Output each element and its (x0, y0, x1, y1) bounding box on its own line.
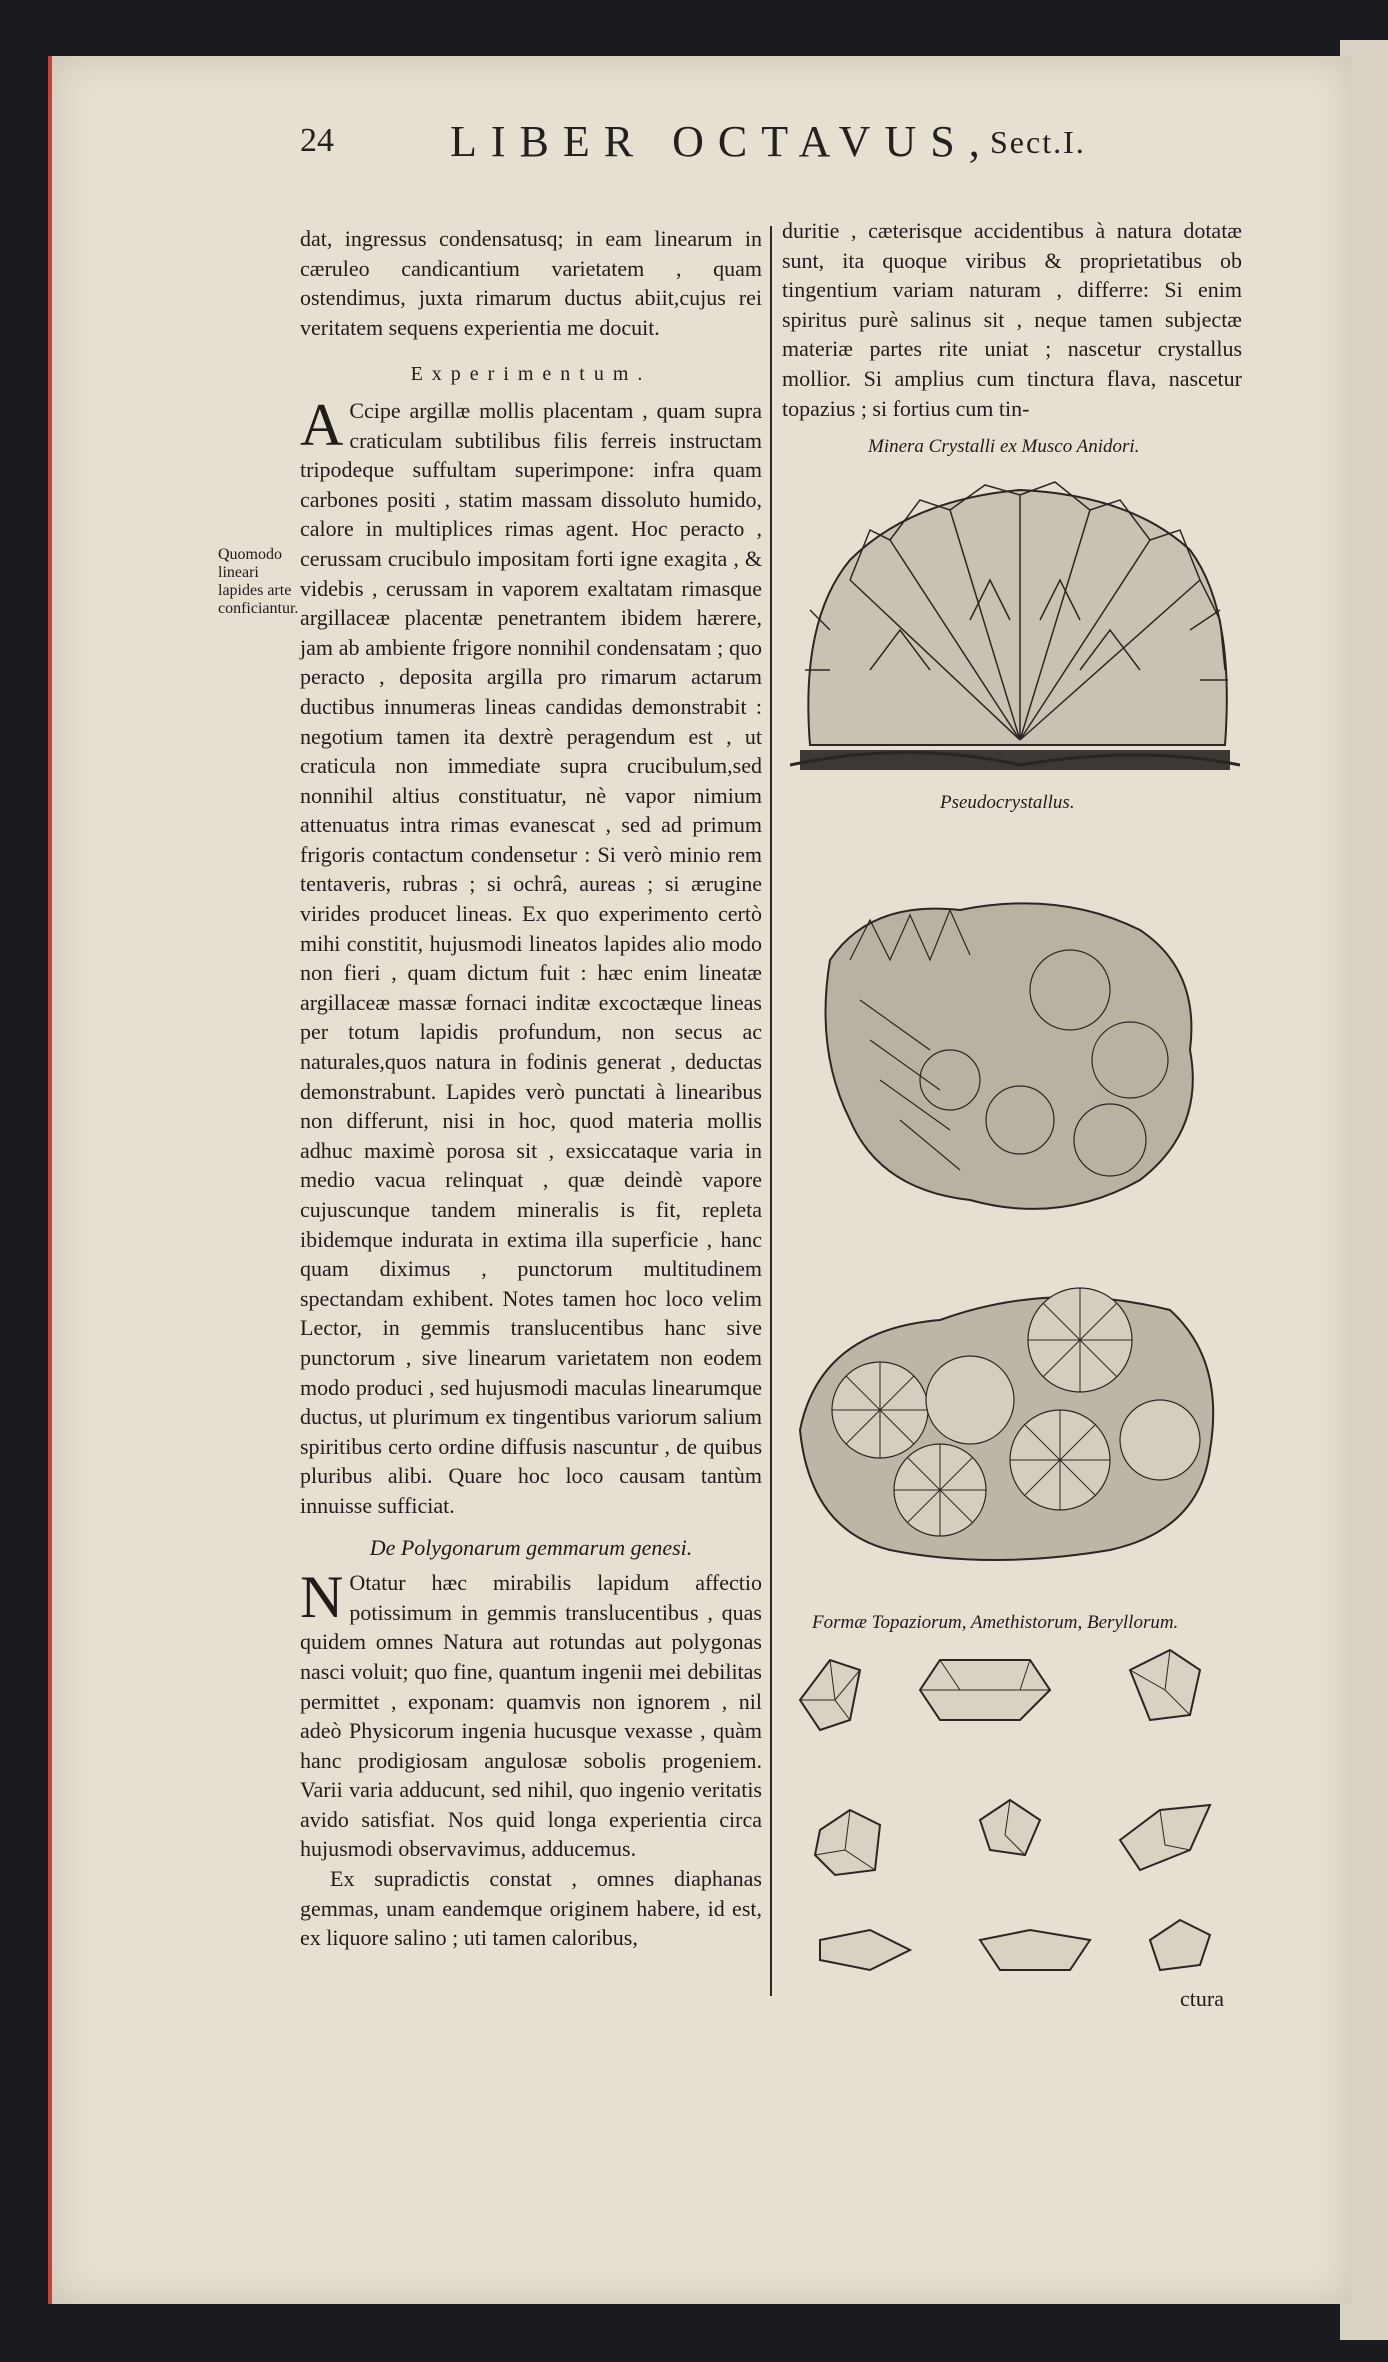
caption-pseudocrystallus: Pseudocrystallus. (940, 792, 1075, 813)
paragraph-1: dat, ingressus condensatusq; in eam linearum in cæruleo candicantium varietatem , quam ostendimus, juxta rimarum ductus abiit,cujus rei veritatem sequens experientia me docuit. (300, 226, 762, 340)
dropcap-a: A (300, 391, 344, 458)
heading-experimentum: Experimentum. (410, 363, 652, 386)
right-column-text: duritie , cæterisque accidentibus à natura dotatæ sunt, ita quoque viribus & proprietatibus ob tingentium variam naturam , differre: Si enim spiritus purè salinus sit , neque tamen subjectæ materiæ partes rite uniat ; nascetur crystallus mollior. Si amplius cum tinctura flava, nascetur topazius ; si fortius cum tin- (782, 218, 1242, 421)
paragraph-3 (300, 1564, 762, 1864)
paragraph-2 (300, 391, 762, 1521)
paragraph-4: Ex supradictis constat , omnes diaphanas gemmas, unam eandemque originem habere, id est, ex liquore salino ; uti tamen caloribus, (300, 1866, 762, 1951)
flower-crystal-cluster-figure (790, 1270, 1230, 1570)
crystal-cluster-figure (790, 470, 1240, 780)
left-column (300, 224, 762, 1953)
dropcap-n: N (300, 1564, 344, 1631)
pseudocrystal-mass-figure (810, 880, 1210, 1230)
running-title: LIBER OCTAVUS, (450, 117, 994, 166)
heading-polygonarum: De Polygonarum gemmarum genesi. (369, 1534, 693, 1560)
catchword: ctura (1180, 1986, 1224, 2011)
paragraph-3-text: Otatur hæc mirabilis lapidum affectio potissimum in gemmis translucentibus , quas quidem omnes Natura aut rotundas aut polygonas nasci voluit; quo fine, quantum ingenii mei debilitas permittet , exponam: quamvis non ignorem , nil adeò Physicorum ingenia hucusque vexasse , quàm hanc prodigiosam angulosæ sobolis progeniem. Varii varia adducunt, sed nihil, quo ingenio veritatis avido satisfiat. Nos quid longa experientia circa hujusmodi observavimus, adducemus. (300, 1570, 762, 1862)
margin-note: Quomodo lineari lapides arte conficiantur. (218, 546, 299, 617)
caption-minera-crystalli: Minera Crystalli ex Musco Anidori. (868, 436, 1140, 457)
column-rule (770, 226, 772, 1996)
running-header (300, 116, 1240, 176)
section-label: Sect.I. (990, 124, 1086, 160)
caption-formae-topaziorum: Formæ Topaziorum, Amethistorum, Beryllorum. (812, 1612, 1179, 1633)
polygonal-crystals-figure (790, 1640, 1240, 1990)
page-number: 24 (300, 122, 334, 159)
paragraph-2-text: Ccipe argillæ mollis placentam , quam supra craticulam subtilibus filis ferreis instructam tripodeque suffultam superimpone: infra quam carbones positi , statim massam dissoluto humido, calore in multiplices rimas agent. Hoc peracto , cerussam crucibulo impositam forti igne exagita , & videbis , cerussam in vaporem exaltatam rimasque argillaceæ placentæ penetrantem ibidem hærere, jam ab ambiente frigore nonnihil condensatam ; quo peracto , deposita argilla pro rimarum actarum ductibus innumeras lineas candidas demonstrabit : negotium tamen ita dextrè peragendum est , ut craticula non immediate supra crucibulum,sed nonnihil altius constituatur, nè vapor nimium attenuatus intra rimas evanescat , sed ad primum frigoris contactum condensetur : Si verò minio rem tentaveris, rubras ; si ochrâ, aureas ; si ærugine virides producet lineas. Ex quo experimento certò mihi constitit, hujusmodi lineatos lapides alio modo non fieri , quam dictum fuit : hæc enim lineatæ argillaceæ massæ fornaci inditæ excoctæque lineas per totum lapidis profundum, non secus ac naturales,quos natura in fodinis generat , deductas demonstrabunt. Lapides verò punctati à linearibus non differunt, nisi in hoc, quod materia mollis adhuc maximè porosa sit , exsiccataque varia in medio vacua relinquat , quæ deindè vapore cujuscunque tandem mineralis is fit, repleta ibidemque indurata in extima illa superficie , hanc quam diximus , punctorum multitudinem spectandam exhibent. Notes tamen hoc loco velim Lector, in gemmis translucentibus hanc sive punctorum , sive linearum varietatem non eodem modo produci , sed hujusmodi maculas linearumque ductus, ut plurimum ex tingentibus variorum salium spiritibus certo ordine diffusis nascuntur , de quibus pluribus alibi. Quare hoc loco causam tantùm innuisse sufficiat. (300, 397, 762, 1518)
